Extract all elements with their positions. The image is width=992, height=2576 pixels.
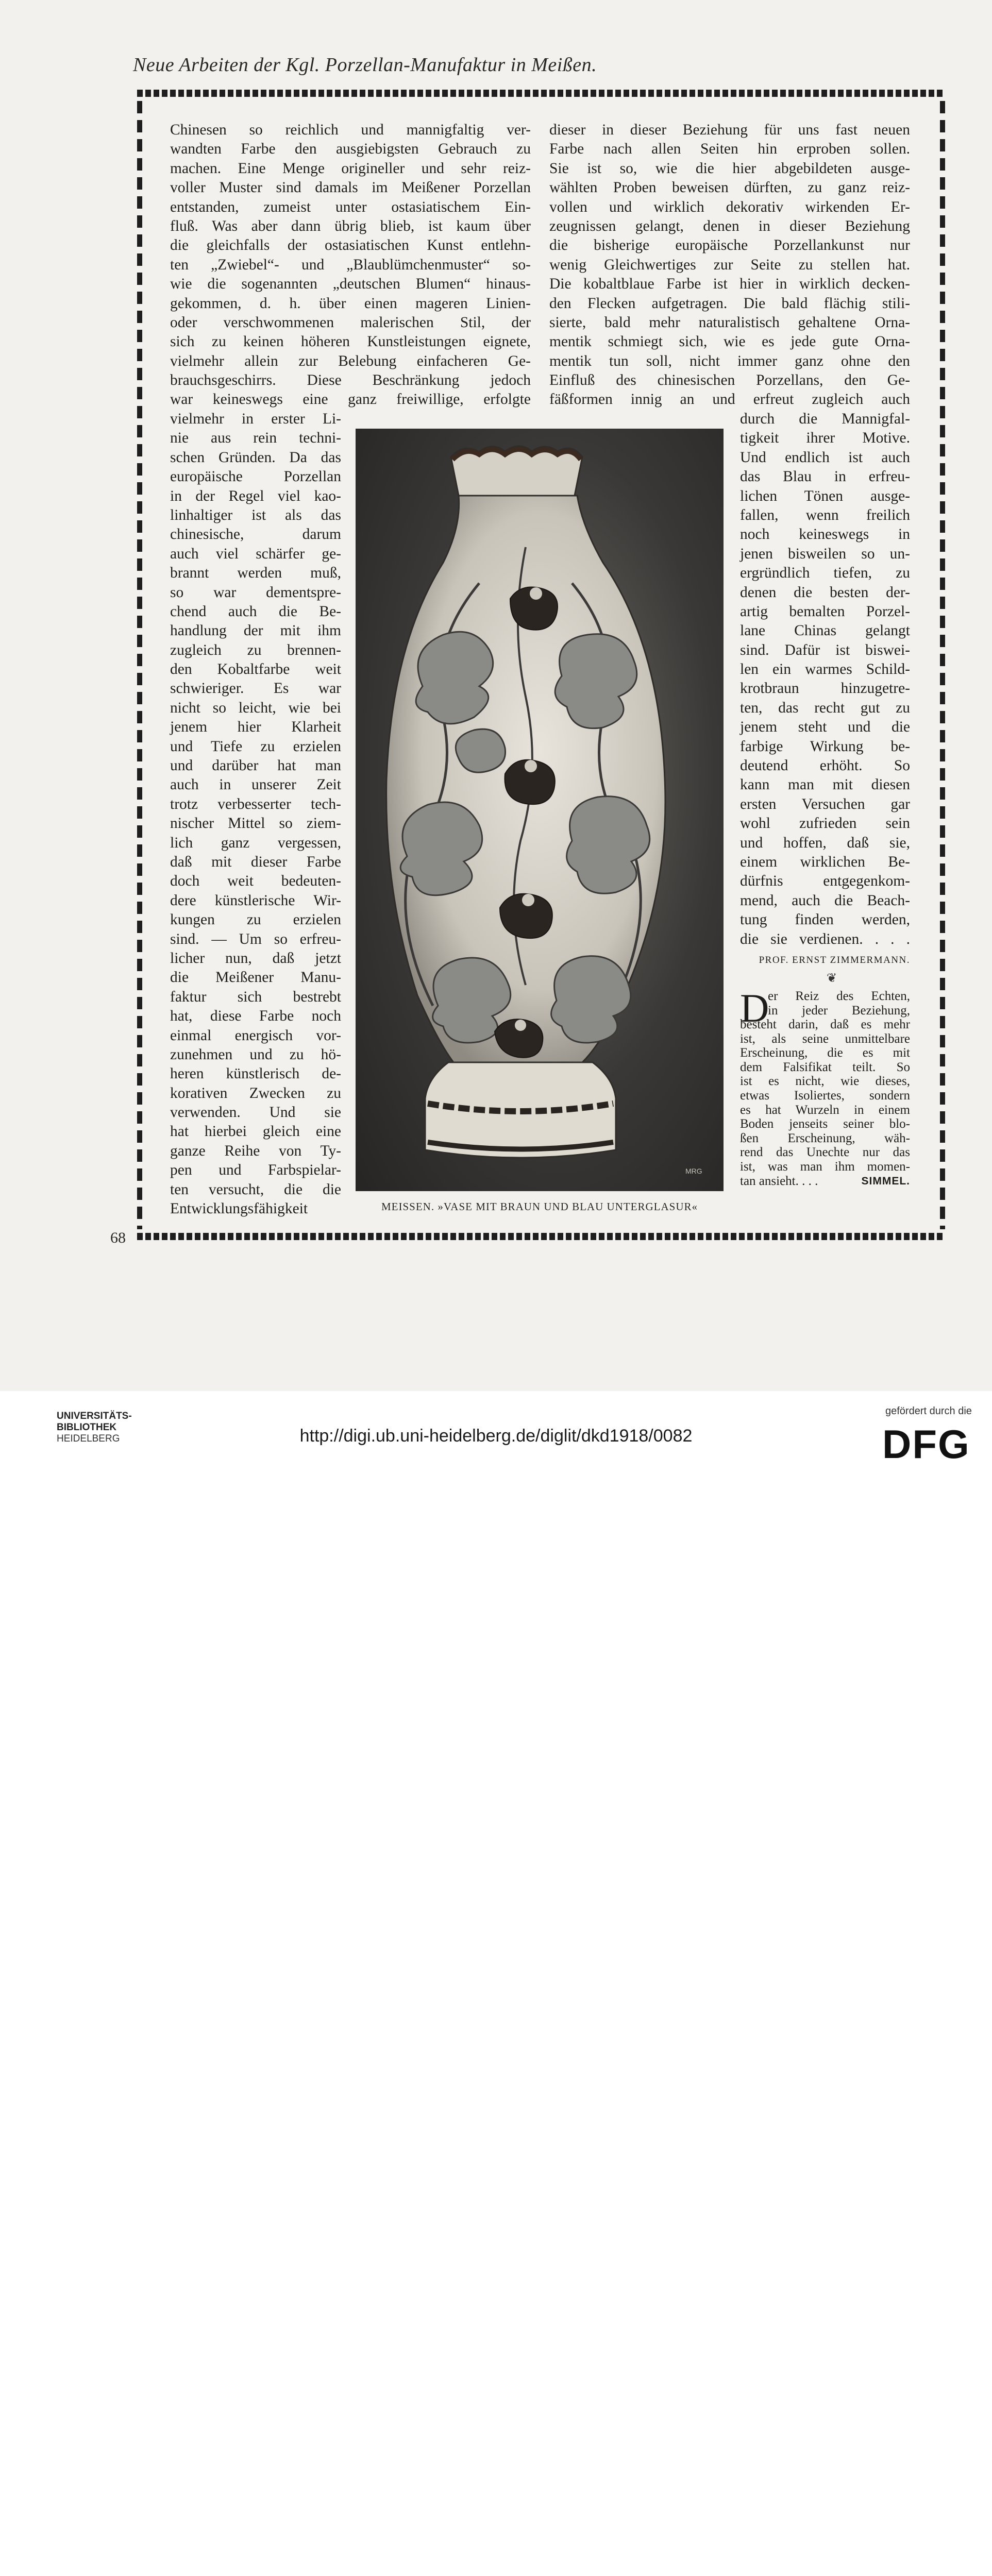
- text-line: hat, diese Farbe noch: [170, 1008, 341, 1025]
- text-line: artig bemalten Porzel-: [740, 603, 910, 620]
- text-line: nischer Mittel so ziem-: [170, 815, 341, 832]
- text-line: kungen zu erzielen: [170, 911, 341, 928]
- quote-last-line: [740, 1174, 910, 1189]
- text-line: sierte, bald mehr naturalistisch gehaltene Orna-: [549, 314, 910, 331]
- text-line: ist, was man ihm momen-: [740, 1159, 910, 1174]
- author-signature: PROF. ERNST ZIMMERMANN.: [759, 955, 910, 965]
- text-line: brannt werden muß,: [170, 565, 341, 582]
- running-header: Neue Arbeiten der Kgl. Porzellan-Manufaktur in Meißen.: [133, 54, 597, 76]
- text-line: ist, als seine unmittelbare: [740, 1031, 910, 1046]
- text-line: sind. Dafür ist biswei-: [740, 641, 910, 658]
- border-right: [940, 101, 945, 1229]
- text-line: Die kobaltblaue Farbe ist hier in wirklich decken-: [549, 276, 910, 293]
- text-line: entstanden, zumeist unter ostasiatischem Ein-: [170, 198, 531, 215]
- text-line: lichen Tönen ausge-: [740, 487, 910, 504]
- text-line: wie die sogenannten „deutschen Blumen“ hinaus-: [170, 276, 531, 293]
- text-line: jenem hier Klarheit: [170, 719, 341, 736]
- text-line: nie aus rein techni-: [170, 430, 341, 447]
- vase-photograph: [356, 429, 724, 1191]
- text-line: und Tiefe zu erzielen: [170, 738, 341, 755]
- text-line: besteht darin, daß es mehr: [740, 1018, 910, 1031]
- text-line: noch keineswegs in: [740, 526, 910, 543]
- text-line: Boden jenseits seiner blo-: [740, 1117, 910, 1131]
- text-line: tung finden werden,: [740, 911, 910, 928]
- text-line: denen die besten der-: [740, 584, 910, 601]
- text-line: jenem steht und die: [740, 719, 910, 736]
- library-line-2: BIBLIOTHEK: [57, 1422, 117, 1433]
- text-line: chend auch die Be-: [170, 603, 341, 620]
- text-line: europäische Porzellan: [170, 468, 341, 485]
- text-line: lane Chinas gelangt: [740, 622, 910, 639]
- text-line: durch die Mannigfal-: [740, 411, 910, 427]
- text-line: ten versucht, die die: [170, 1181, 341, 1198]
- text-line: in jeder Beziehung,: [768, 1003, 910, 1018]
- text-line: tigkeit ihrer Motive.: [740, 430, 910, 447]
- text-line: Sie ist so, wie die hier abgebildeten ausge-: [549, 160, 910, 177]
- text-line: ten „Zwiebel“- und „Blaublümchenmuster“ so-: [170, 256, 531, 273]
- text-line: mentik tun soll, nicht immer ganz ohne den: [549, 352, 910, 369]
- text-line: ten, das recht gut zu: [740, 699, 910, 716]
- text-line: ergründlich tiefen, zu: [740, 565, 910, 582]
- text-line: wählten Proben beweisen dürften, zu ganz reiz-: [549, 179, 910, 196]
- text-line: etwas Isoliertes, sondern: [740, 1088, 910, 1103]
- text-line: zugleich zu brennen-: [170, 641, 341, 658]
- text-line: auch viel schärfer ge-: [170, 545, 341, 562]
- text-line: licher nun, daß jetzt: [170, 950, 341, 967]
- funding-label: gefördert durch die: [885, 1405, 972, 1417]
- text-line: die bisherige europäische Porzellankunst nur: [549, 237, 910, 254]
- text-line: schwieriger. Es war: [170, 680, 341, 697]
- text-line: vielmehr in erster Li-: [170, 411, 341, 427]
- text-line: Und endlich ist auch: [740, 449, 910, 466]
- text-line: und darüber hat man: [170, 757, 341, 774]
- text-line: fäßformen innig an und erfreut zugleich auch: [549, 391, 910, 408]
- text-line: mentik schmiegt sich, wie es jede gute Orna-: [549, 333, 910, 350]
- text-line: faktur sich bestrebt: [170, 988, 341, 1005]
- permalink-url[interactable]: http://digi.ub.uni-heidelberg.de/diglit/dkd1918/0082: [299, 1426, 693, 1446]
- text-line: voller Muster sind damals im Meißener Porzellan: [170, 179, 531, 196]
- text-line: dere künstlerische Wir-: [170, 892, 341, 909]
- text-line: den Flecken aufgetragen. Die bald flächig stili-: [549, 295, 910, 312]
- text-line: lich ganz vergessen,: [170, 834, 341, 851]
- vase-illustration: [356, 429, 724, 1191]
- text-line: dieser in dieser Beziehung für uns fast neuen: [549, 122, 910, 138]
- text-line: und hoffen, daß sie,: [740, 834, 910, 851]
- text-line: wandten Farbe den ausgiebigsten Gebrauch zu: [170, 141, 531, 158]
- text-line: Entwicklungsfähigkeit: [170, 1200, 308, 1217]
- text-line: chinesische, darum: [170, 526, 341, 543]
- text-line: die Meißener Manu-: [170, 969, 341, 986]
- dfg-logo: DFG: [882, 1421, 970, 1467]
- text-line: deutend erhöht. So: [740, 757, 910, 774]
- text-line: so war dementspre-: [170, 584, 341, 601]
- text-line: hat hierbei gleich eine: [170, 1123, 341, 1140]
- border-top: [137, 90, 945, 97]
- text-line: handlung der mit ihm: [170, 622, 341, 639]
- text-line: Chinesen so reichlich und mannigfaltig ver-: [170, 122, 531, 138]
- text-line: wenig Gleichwertiges zur Seite zu stellen hat.: [549, 256, 910, 273]
- page-number: 68: [110, 1229, 126, 1246]
- text-line: kann man mit diesen: [740, 776, 910, 793]
- text-line: trotz verbesserter tech-: [170, 795, 341, 812]
- text-line: gekommen, d. h. über einen mageren Linien-: [170, 295, 531, 312]
- text-line: machen. Eine Menge origineller und sehr reiz-: [170, 160, 531, 177]
- text-line: ersten Versuchen gar: [740, 795, 910, 812]
- text-line: in der Regel viel kao-: [170, 487, 341, 504]
- text-line: die sie verdienen. . . .: [740, 930, 910, 947]
- text-line: nicht so leicht, wie bei: [170, 699, 341, 716]
- text-line: verwenden. Und sie: [170, 1104, 341, 1121]
- border-bottom: [137, 1233, 945, 1240]
- text-line: farbige Wirkung be-: [740, 738, 910, 755]
- text-line: brauchsgeschirrs. Diese Beschränkung jedoch: [170, 372, 531, 389]
- text-line: jenen bisweilen so un-: [740, 545, 910, 562]
- text-line: ßen Erscheinung, wäh-: [740, 1131, 910, 1145]
- text-line: vollen und wirklich dekorativ wirkenden Er-: [549, 198, 910, 215]
- right-column-top: [549, 121, 910, 410]
- text-line: ganze Reihe von Ty-: [170, 1142, 341, 1159]
- text-line: er Reiz des Echten,: [768, 989, 910, 1003]
- text-line: krotbraun hinzugetre-: [740, 680, 910, 697]
- border-left: [137, 101, 142, 1229]
- text-line: es hat Wurzeln in einem: [740, 1103, 910, 1117]
- text-line: vielmehr allein zur Belebung einfacheren Ge-: [170, 352, 531, 369]
- text-line: den Kobaltfarbe weit: [170, 661, 341, 678]
- text-line: linhaltiger ist als das: [170, 506, 341, 523]
- text-line: die gleichfalls der ostasiatischen Kunst entlehn-: [170, 237, 531, 254]
- text-line: fallen, wenn freilich: [740, 506, 910, 523]
- text-line: ist es nicht, wie dieses,: [740, 1074, 910, 1089]
- text-line: wohl zufrieden sein: [740, 815, 910, 832]
- text-line: oder verschwommenen malerischen Stil, der: [170, 314, 531, 331]
- text-line: fluß. Was aber dann übrig blieb, ist kaum über: [170, 217, 531, 234]
- text-line: dem Falsifikat teilt. So: [740, 1060, 910, 1074]
- text-line: sich zu keinen höheren Kunstleistungen eignete,: [170, 333, 531, 350]
- text-line: doch weit bedeuten-: [170, 873, 341, 890]
- monogram: MRG: [685, 1167, 702, 1175]
- text-line: rend das Unechte nur das: [740, 1145, 910, 1160]
- text-line: sind. — Um so erfreu-: [170, 930, 341, 947]
- text-line: len ein warmes Schild-: [740, 661, 910, 678]
- text-line: einem wirklichen Be-: [740, 853, 910, 870]
- text-line: korativen Zwecken zu: [170, 1084, 341, 1101]
- text-line: mend, auch die Beach-: [740, 892, 910, 909]
- text-line: daß mit dieser Farbe: [170, 853, 341, 870]
- figure-caption: MEISSEN. »VASE MIT BRAUN UND BLAU UNTERGLASUR«: [381, 1200, 698, 1213]
- text-line: zeugnissen gelangt, denen in dieser Beziehung: [549, 217, 910, 234]
- text-line: zunehmen und zu hö-: [170, 1046, 341, 1063]
- text-line: das Blau in erfreu-: [740, 468, 910, 485]
- fleuron-ornament: ❦: [827, 971, 837, 985]
- text-line: war keineswegs eine ganz freiwillige, erfolgte: [170, 391, 531, 408]
- text-line: Einfluß des chinesischen Porzellans, den Ge-: [549, 372, 910, 389]
- text-line: einmal energisch vor-: [170, 1027, 341, 1044]
- left-column-narrow: [170, 410, 341, 1218]
- quote-indented: [768, 989, 910, 1018]
- library-line-3: HEIDELBERG: [57, 1433, 120, 1444]
- text-line: Farbe nach allen Seiten hin erproben sollen.: [549, 141, 910, 158]
- library-line-1: UNIVERSITÄTS-: [57, 1411, 132, 1421]
- text-line: Erscheinung, die es mit: [740, 1046, 910, 1060]
- left-column-top: [170, 121, 531, 410]
- quote-body: [740, 1018, 910, 1174]
- right-column-narrow: [740, 410, 910, 949]
- drop-cap: D: [740, 986, 769, 1030]
- text-line: auch in unserer Zeit: [170, 776, 341, 793]
- quote-author: SIMMEL.: [861, 1175, 910, 1187]
- text-line: heren künstlerisch de-: [170, 1065, 341, 1082]
- text-line: dürfnis entgegenkom-: [740, 873, 910, 890]
- text-line: pen und Farbspielar-: [170, 1162, 341, 1179]
- quote-closing-text: tan ansieht. . . .: [740, 1174, 818, 1188]
- text-line: schen Gründen. Da das: [170, 449, 341, 466]
